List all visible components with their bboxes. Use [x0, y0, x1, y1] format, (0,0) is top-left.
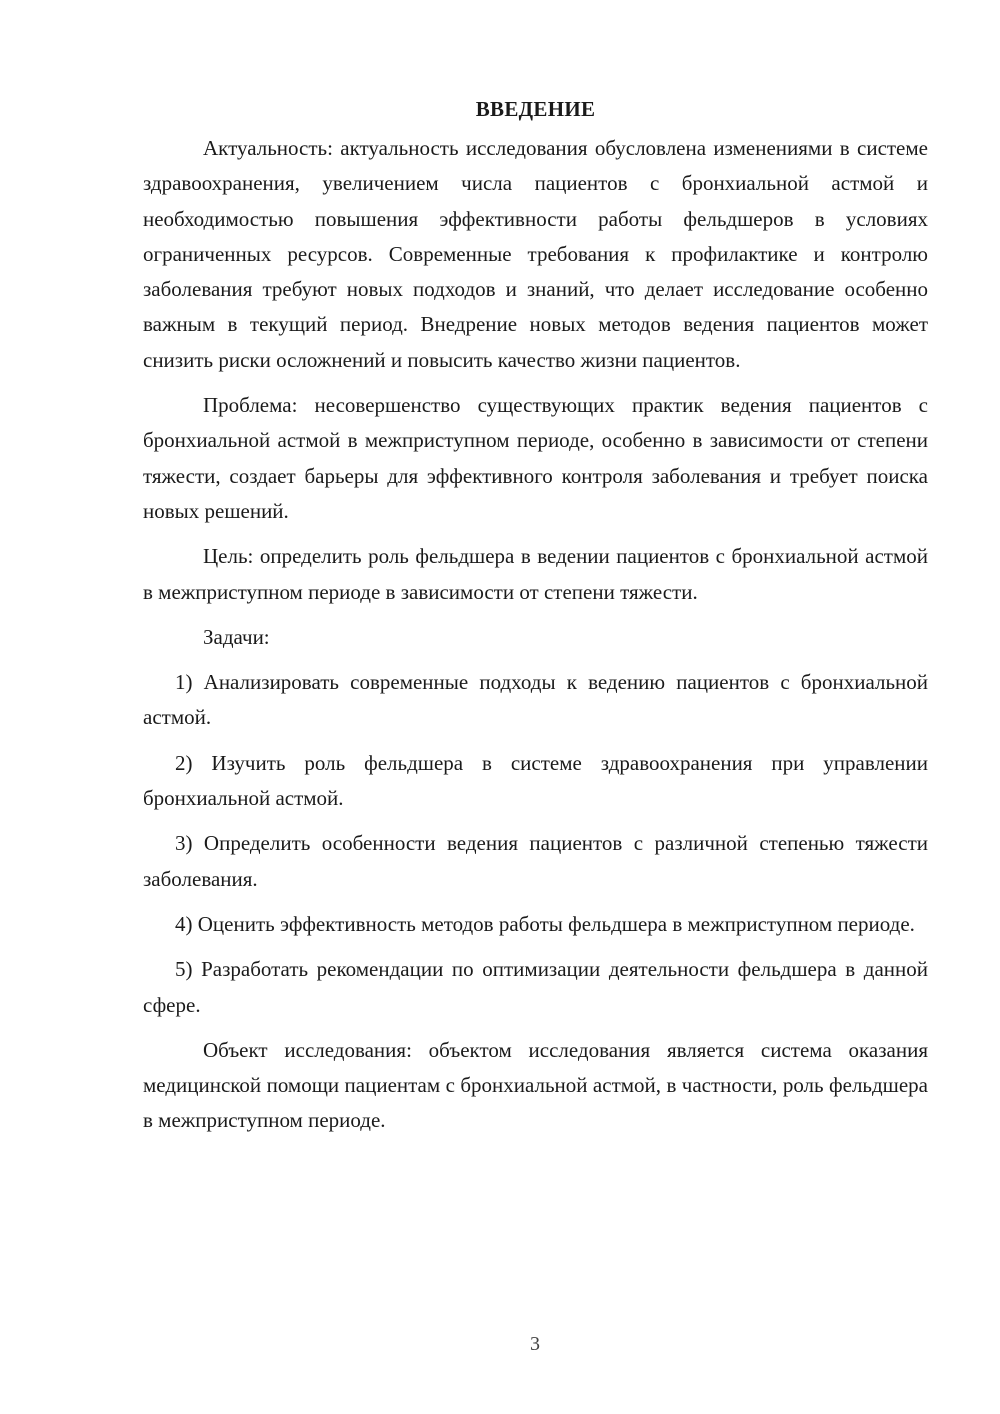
tasks-list	[143, 665, 928, 1023]
page-number: 3	[530, 1333, 540, 1355]
task-item: 1) Анализировать современные подходы к ведению пациентов с бронхиальной астмой.	[143, 670, 928, 730]
task-item: 5) Разработать рекомендации по оптимизации деятельности фельдшера в данной сфере.	[143, 957, 928, 1017]
task-item: 3) Определить особенности ведения пациентов с различной степенью тяжести заболевания.	[143, 831, 928, 891]
tasks-heading: Задачи:	[203, 624, 270, 649]
relevance-paragraph: Актуальность: актуальность исследования обусловлена изменениями в системе здравоохранения, увеличением числа пациентов с бронхиальной астмой и необходимостью повышения эффективности работы фельдшеров в условиях ограниченных ресурсов. Современные требования к профилактике и контролю заболевания требуют новых подходов и знаний, что делает исследование особенно важным в текущий период. Внедрение новых методов ведения пациентов может снизить риски осложнений и повысить качество жизни пациентов.	[143, 136, 928, 372]
problem-paragraph: Проблема: несовершенство существующих практик ведения пациентов с бронхиальной астмой в межприступном периоде, особенно в зависимости от степени тяжести, создает барьеры для эффективного контроля заболевания и требует поиска новых решений.	[143, 393, 928, 523]
task-item: 4) Оценить эффективность методов работы фельдшера в межприступном периоде.	[175, 911, 915, 936]
section-title: ВВЕДЕНИЕ	[475, 97, 596, 121]
object-paragraph: Объект исследования: объектом исследования является система оказания медицинской помощи пациентам с бронхиальной астмой, в частности, роль фельдшера в межприступном периоде.	[143, 1037, 928, 1133]
goal-paragraph: Цель: определить роль фельдшера в ведении пациентов с бронхиальной астмой в межприступном периоде в зависимости от степени тяжести.	[143, 544, 928, 604]
document-page	[143, 92, 928, 1139]
task-item: 2) Изучить роль фельдшера в системе здравоохранения при управлении бронхиальной астмой.	[143, 750, 928, 811]
